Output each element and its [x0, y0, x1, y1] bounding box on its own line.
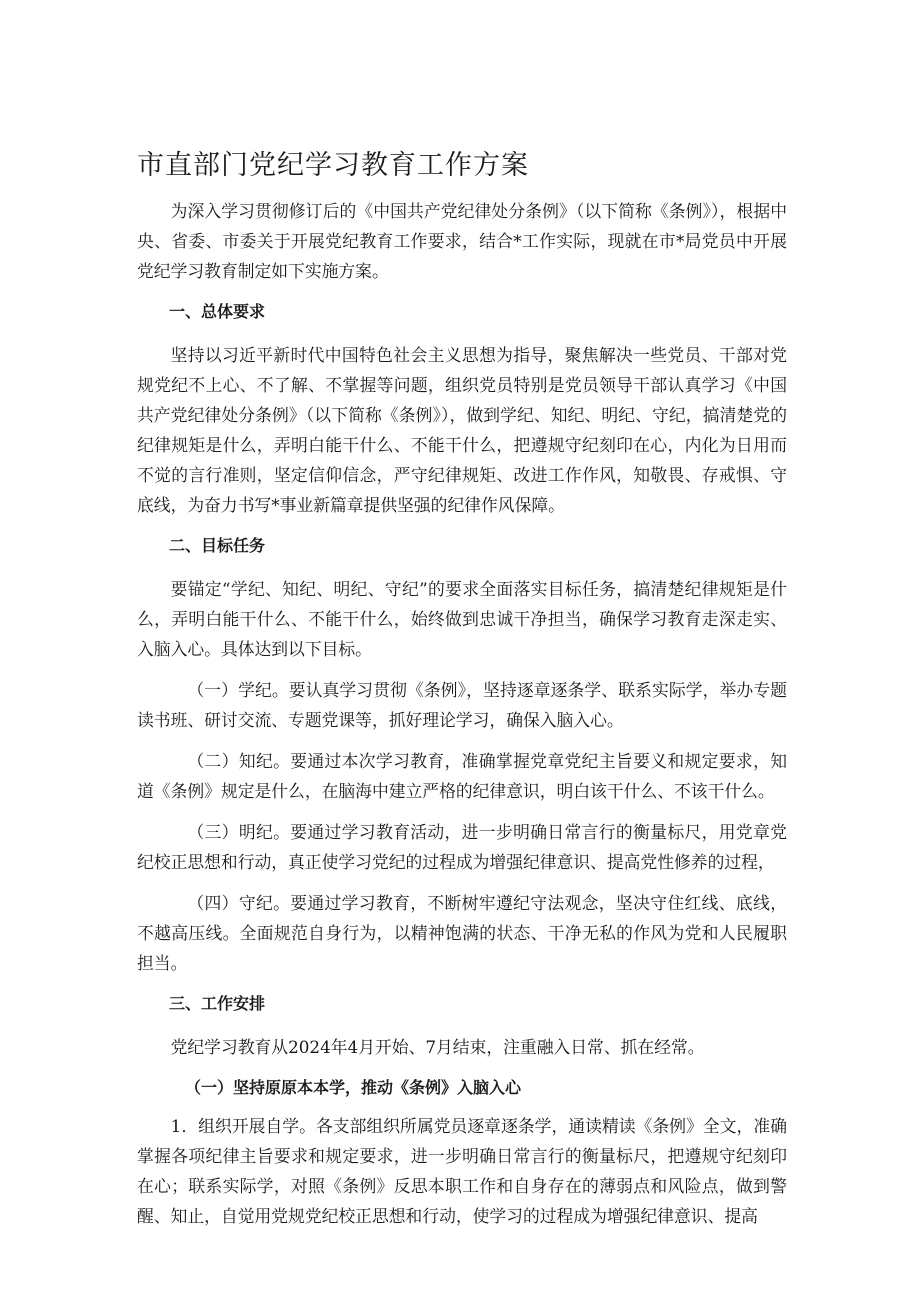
arrangement-item: 1．组织开展自学。各支部组织所属党员逐章逐条学，通读精读《条例》全文，准确掌握各项纪律主旨要求和规定要求，进一步明确日常言行的衡量标尺，把遵规守纪刻印在心；联系实际学，对照《条例》反思本职工作和自身存在的薄弱点和风险点，做到警醒、知止，自觉用党规党纪校正思想和行动，使学习的过程成为增强纪律意识、提高 [137, 1116, 787, 1226]
intro-paragraph: 为深入学习贯彻修订后的《中国共产党纪律处分条例》（以下简称《条例》），根据中央、省委、市委关于开展党纪教育工作要求，结合*工作实际，现就在市*局党员中开展党纪学习教育制定如下实施方案。 [137, 201, 787, 281]
section-heading-overall-requirements: 一、总体要求 [169, 302, 266, 321]
section-heading-goals: 二、目标任务 [169, 536, 266, 555]
section-heading-work-arrangement: 三、工作安排 [169, 994, 266, 1013]
document-body [137, 196, 787, 1242]
goal-item: （四）守纪。要通过学习教育，不断树牢遵纪守法观念，坚决守住红线、底线，不越高压线。全面规范自身行为，以精神饱满的状态、干净无私的作风为党和人民履职担当。 [137, 893, 787, 973]
goal-item: （二）知纪。要通过本次学习教育，准确掌握党章党纪主旨要义和规定要求，知道《条例》规定是什么，在脑海中建立严格的纪律意识，明白该干什么、不该干什么。 [137, 751, 787, 801]
goal-item: （三）明纪。要通过学习教育活动，进一步明确日常言行的衡量标尺，用党章党纪校正思想和行动，真正使学习党纪的过程成为增强纪律意识、提高党性修养的过程， [137, 822, 787, 872]
section-paragraph: 要锚定“学纪、知纪、明纪、守纪”的要求全面落实目标任务，搞清楚纪律规矩是什么，弄明白能干什么、不能干什么，始终做到忠诚干净担当，确保学习教育走深走实、入脑入心。具体达到以下目标。 [137, 579, 787, 659]
section-paragraph: 党纪学习教育从2024年4月开始、7月结束，注重融入日常、抓在经常。 [170, 1037, 705, 1057]
goal-item: （一）学纪。要认真学习贯彻《条例》，坚持逐章逐条学、联系实际学，举办专题读书班、研讨交流、专题党课等，抓好理论学习，确保入脑入心。 [137, 680, 787, 730]
subsection-heading: （一）坚持原原本本学，推动《条例》入脑入心 [185, 1078, 522, 1097]
document-title: 市直部门党纪学习教育工作方案 [137, 150, 529, 181]
section-paragraph: 坚持以习近平新时代中国特色社会主义思想为指导，聚焦解决一些党员、干部对党规党纪不上心、不了解、不掌握等问题，组织党员特别是党员领导干部认真学习《中国共产党纪律处分条例》（以下简称《条例》），做到学纪、知纪、明纪、守纪，搞清楚党的纪律规矩是什么，弄明白能干什么、不能干什么，把遵规守纪刻印在心，内化为日用而不觉的言行准则，坚定信仰信念，严守纪律规矩、改进工作作风，知敬畏、存戒惧、守底线，为奋力书写*事业新篇章提供坚强的纪律作风保障。 [137, 345, 787, 515]
